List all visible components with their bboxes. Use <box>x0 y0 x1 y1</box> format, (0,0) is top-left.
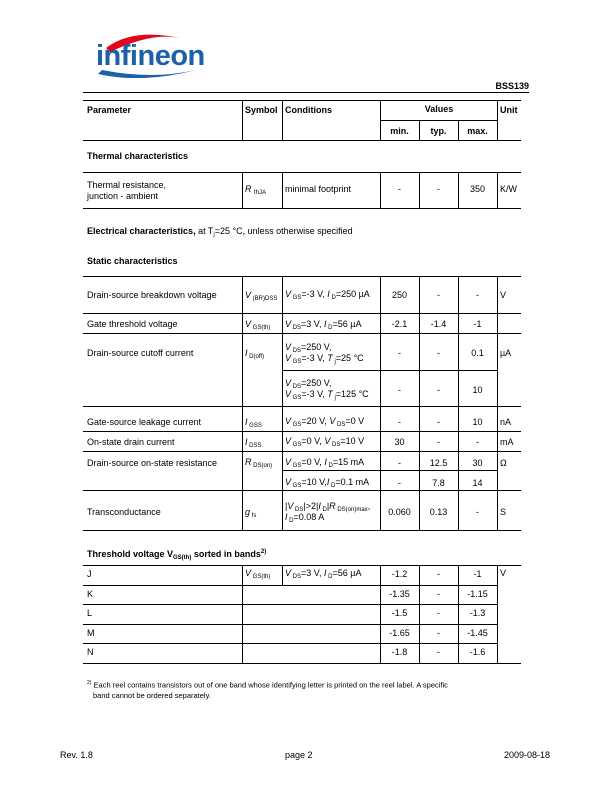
row-cutoff-min: - <box>398 348 401 358</box>
row-cutoff-cond3: V $_{DS}$=250 V, <box>285 378 332 390</box>
band-min: -1.8 <box>391 647 408 657</box>
grid-hline <box>83 451 521 452</box>
band-label: K <box>87 588 94 599</box>
header-typ: typ. <box>430 126 447 136</box>
grid-vline <box>282 276 283 530</box>
band-min: -1.5 <box>391 608 408 618</box>
row-breakdown-cond: V $_{GS}$=-3 V, I $_D$=250 µA <box>285 289 370 301</box>
band-label: J <box>87 569 92 579</box>
grid-hline <box>83 208 521 209</box>
row-cutoff-max: 0.1 <box>471 348 484 358</box>
header-symbol: Symbol <box>245 105 278 115</box>
band-min: -1.65 <box>389 627 410 638</box>
footer-page: page 2 <box>285 750 313 760</box>
row-leakage-typ: - <box>437 417 440 427</box>
row-breakdown-unit: V <box>500 290 507 300</box>
grid-hline <box>83 406 521 407</box>
row-cutoff2-max: 10 <box>472 385 483 395</box>
footnote-line2: band cannot be ordered separately. <box>93 691 211 700</box>
row-onstate-typ: - <box>437 437 440 447</box>
row-rdson-min: - <box>398 458 401 468</box>
footnote: $^{2)}$ Each reel contains transistors out of one band whose identifying letter is printed on the reel label. A specific <box>87 680 448 690</box>
row-rdson-cond1: V $_{GS}$=0 V, I $_D$=15 mA <box>285 457 365 469</box>
section-thermal: Thermal characteristics <box>87 151 189 161</box>
row-leakage-min: - <box>398 417 401 427</box>
band-max: -1.6 <box>469 647 486 657</box>
row-threshold-max: -1 <box>473 319 482 329</box>
grid-hline <box>83 140 521 141</box>
band-label: N <box>87 647 94 657</box>
band-max: -1 <box>473 569 482 579</box>
bands-hline <box>83 565 521 566</box>
band-typ: - <box>437 569 440 579</box>
row-onstate-cond: V $_{GS}$=0 V, V $_{DS}$=10 V <box>285 436 365 448</box>
grid-vline <box>282 100 283 140</box>
grid-vline <box>497 172 498 208</box>
logo-text: infineon <box>96 40 205 72</box>
grid-hline <box>83 276 521 277</box>
header-max: max. <box>467 126 488 136</box>
bands-vline <box>419 565 420 663</box>
row-threshold-typ: -1.4 <box>430 319 447 329</box>
thermal-conditions: minimal footprint <box>285 184 352 194</box>
row-cutoff-cond1: V $_{DS}$=250 V, <box>285 342 332 354</box>
grid-vline <box>282 172 283 208</box>
bands-hline <box>83 585 497 586</box>
row-gfs-cond1: |V $_{DS}$|>2|I $_D$|R $_{DS(on)max}$, <box>285 501 371 513</box>
grid-vline <box>242 276 243 530</box>
infineon-logo <box>92 34 205 78</box>
row-breakdown-max: - <box>476 290 479 300</box>
grid-hline <box>83 431 521 432</box>
bands-hline <box>83 643 497 644</box>
part-number: BSS139 <box>495 81 529 91</box>
row-leakage-unit: nA <box>500 417 512 427</box>
grid-vline <box>419 276 420 530</box>
row-gfs-typ: 0.13 <box>429 507 448 517</box>
grid-hline <box>282 370 497 371</box>
row-cutoff2-min: - <box>398 385 401 395</box>
grid-hline <box>380 120 498 121</box>
row-leakage-symbol: I $_{GSS}$ <box>245 417 262 429</box>
row-breakdown-param: Drain-source breakdown voltage <box>87 290 217 300</box>
row-leakage-param: Gate-source leakage current <box>87 417 202 427</box>
band-typ: - <box>437 608 440 618</box>
grid-hline <box>83 530 521 531</box>
band-label: M <box>87 627 95 638</box>
row-rdson-symbol: R $_{DS(on)}$ <box>245 457 273 469</box>
row-threshold-min: -2.1 <box>391 319 408 329</box>
bands-vline <box>242 565 243 663</box>
row-rdson2-max: 14 <box>472 478 483 488</box>
band-typ: - <box>437 647 440 657</box>
row-gfs-symbol: g $_{fs}$ <box>245 507 257 519</box>
row-breakdown-min: 250 <box>391 290 408 300</box>
row-onstate-min: 30 <box>394 437 405 447</box>
row-rdson2-typ: 7.8 <box>432 478 445 488</box>
grid-hline <box>83 313 521 314</box>
band-typ: - <box>437 627 440 638</box>
row-onstate-max: - <box>476 437 479 447</box>
bands-vline <box>497 565 498 663</box>
grid-vline <box>458 276 459 530</box>
row-rdson-param: Drain-source on-state resistance <box>87 458 218 468</box>
bands-vline <box>282 565 283 585</box>
grid-vline <box>380 276 381 530</box>
band-max: -1.15 <box>467 588 488 599</box>
grid-hline <box>83 100 521 101</box>
row-cutoff-typ: - <box>437 348 440 358</box>
footer-date: 2009-08-18 <box>504 750 551 760</box>
bands-symbol: V $_{GS(th)}$ <box>245 568 271 580</box>
band-label: L <box>87 608 93 618</box>
row-threshold-cond: V $_{DS}$=3 V, I $_D$=56 µA <box>285 319 362 331</box>
row-cutoff-cond4: V $_{GS}$=-3 V, T $_j$=125 °C <box>285 389 369 401</box>
row-gfs-min: 0.060 <box>388 507 411 517</box>
bands-hline <box>83 624 497 625</box>
row-cutoff-param: Drain-source cutoff current <box>87 348 194 358</box>
row-leakage-max: 10 <box>472 417 483 427</box>
row-breakdown-symbol: V $_{(BR)DSS}$ <box>245 290 278 302</box>
thermal-min: - <box>398 184 401 194</box>
footer-revision: Rev. 1.8 <box>60 750 93 760</box>
bands-vline <box>458 565 459 663</box>
band-max: -1.45 <box>467 627 488 638</box>
thermal-unit: K/W <box>500 184 517 194</box>
row-onstate-symbol: I $_{DSS}$ <box>245 437 262 449</box>
header-min: min. <box>390 126 409 136</box>
thermal-max: 350 <box>469 184 486 194</box>
row-cutoff2-typ: - <box>437 385 440 395</box>
band-typ: - <box>437 588 440 599</box>
row-gfs-unit: S <box>500 507 507 517</box>
row-rdson-cond2: V $_{GS}$=10 V,I $_D$=0.1 mA <box>285 477 370 489</box>
row-breakdown-typ: - <box>437 290 440 300</box>
row-cutoff-symbol: I $_{D(off)}$ <box>245 348 265 360</box>
header-unit: Unit <box>500 105 518 115</box>
header-parameter: Parameter <box>87 105 132 115</box>
section-electrical: Electrical characteristics, at $T_j=25$ °C, unless otherwise specified <box>87 226 353 238</box>
row-gfs-cond2: I $_D$=0.08 A <box>285 512 325 524</box>
section-threshold-bands: Threshold voltage $V_{GS(th)}$ sorted in bands$^{2)}$ <box>87 549 267 561</box>
row-threshold-symbol: V $_{GS(th)}$ <box>245 319 271 331</box>
bands-hline <box>83 604 497 605</box>
row-gfs-max: - <box>476 507 479 517</box>
section-static: Static characteristics <box>87 256 178 266</box>
row-leakage-cond: V $_{GS}$=20 V, V $_{DS}$=0 V <box>285 416 365 428</box>
band-min: -1.35 <box>389 588 410 599</box>
row-rdson-unit: Ω <box>500 458 507 468</box>
row-rdson2-min: - <box>398 478 401 488</box>
thermal-typ: - <box>437 184 440 194</box>
grid-vline <box>242 172 243 208</box>
thermal-param-line1: Thermal resistance, <box>87 180 167 190</box>
row-cutoff-cond2: V $_{GS}$=-3 V, T $_j$=25 °C <box>285 353 364 365</box>
thermal-param-line2: junction - ambient <box>87 191 159 201</box>
row-onstate-unit: mA <box>500 437 514 447</box>
grid-vline <box>242 100 243 140</box>
header-conditions: Conditions <box>285 105 332 115</box>
grid-hline <box>83 172 521 173</box>
grid-vline <box>497 276 498 530</box>
bands-unit: V <box>500 568 507 578</box>
band-min: -1.2 <box>391 569 408 579</box>
row-rdson-typ: 12.5 <box>429 458 448 468</box>
band-max: -1.3 <box>469 608 486 618</box>
row-gfs-param: Transconductance <box>87 507 161 517</box>
bands-hline <box>83 663 521 664</box>
thermal-symbol: R $_{thJA}$ <box>245 184 267 196</box>
row-cutoff-unit: µA <box>500 348 512 358</box>
row-rdson-max: 30 <box>472 458 483 468</box>
bands-vline <box>380 565 381 663</box>
row-onstate-param: On-state drain current <box>87 437 175 447</box>
header-values: Values <box>424 104 454 114</box>
row-threshold-param: Gate threshold voltage <box>87 319 178 329</box>
bands-cond: V $_{DS}$=3 V, I $_D$=56 µA <box>285 568 362 580</box>
